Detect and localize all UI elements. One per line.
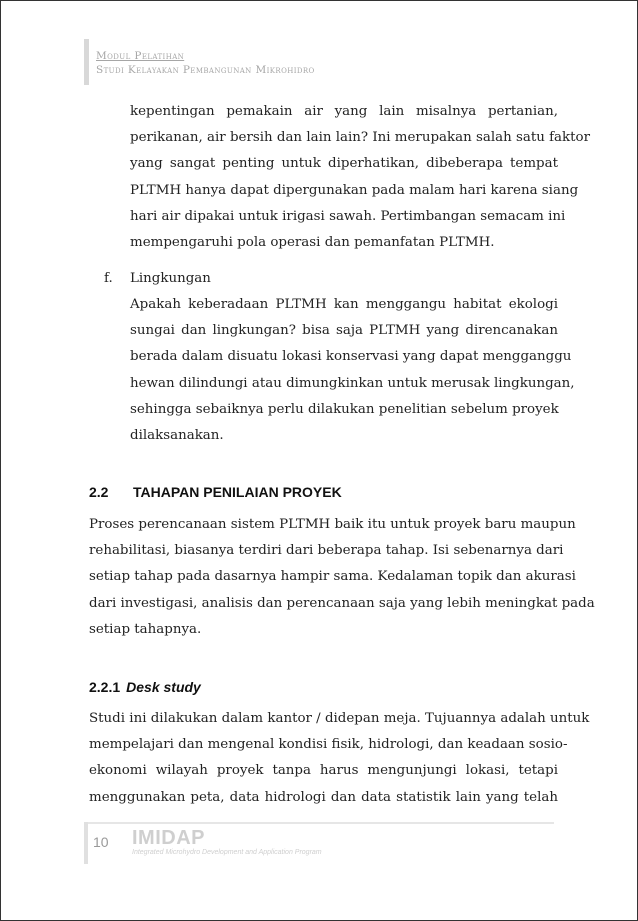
subsection-title: Desk study bbox=[126, 679, 201, 695]
text-line: setiap tahap pada dasarnya hampir sama. Kedalaman topik dan akurasi bbox=[89, 569, 576, 585]
environment-paragraph bbox=[130, 292, 575, 449]
footer-accent-bar bbox=[84, 822, 88, 864]
section-heading-2-2 bbox=[89, 484, 342, 500]
imidap-logo: IMIDAP bbox=[132, 827, 205, 849]
running-header bbox=[96, 49, 315, 77]
text-line: hari air dipakai untuk irigasi sawah. Pertimbangan semacam ini bbox=[130, 208, 566, 224]
logo-subtitle: Integrated Microhydro Development and Application Program bbox=[132, 849, 322, 856]
text-line: ekonomi wilayah proyek tanpa harus mengunjungi lokasi, tetapi bbox=[89, 763, 558, 779]
text-line: kepentingan pemakain air yang lain misalnya pertanian, bbox=[130, 104, 558, 119]
header-module-label: Modul Pelatihan bbox=[96, 50, 185, 62]
list-item-label: f. bbox=[104, 271, 113, 286]
text-line: mempengaruhi pola operasi dan pemanfatan PLTMH. bbox=[130, 234, 495, 250]
continued-paragraph bbox=[130, 99, 591, 256]
section-number: 2.2 bbox=[89, 484, 109, 500]
text-line: sungai dan lingkungan? bisa saja PLTMH yang direncanakan bbox=[130, 323, 558, 339]
text-line: hewan dilindungi atau dimungkinkan untuk merusak lingkungan, bbox=[130, 375, 575, 391]
text-line: menggunakan peta, data hidrologi dan data statistik lain yang telah bbox=[89, 789, 558, 805]
text-line: Studi ini dilakukan dalam kantor / didepan meja. Tujuannya adalah untuk bbox=[89, 711, 590, 726]
text-line: yang sangat penting untuk diperhatikan, dibeberapa tempat bbox=[130, 156, 558, 172]
text-line: dari investigasi, analisis dan perencanaan saja yang lebih meningkat pada bbox=[89, 595, 595, 611]
header-accent-bar bbox=[84, 39, 89, 85]
text-line: rehabilitasi, biasanya terdiri dari beberapa tahap. Isi sebenarnya dari bbox=[89, 543, 564, 559]
desk-study-paragraph bbox=[89, 706, 590, 811]
section-title: TAHAPAN PENILAIAN PROYEK bbox=[133, 484, 342, 500]
text-line: setiap tahapnya. bbox=[89, 621, 202, 637]
subsection-number: 2.2.1 bbox=[89, 679, 121, 695]
footer-rule bbox=[84, 822, 554, 824]
section-heading-2-2-1 bbox=[89, 679, 201, 695]
text-line: Proses perencanaan sistem PLTMH baik itu untuk proyek baru maupun bbox=[89, 517, 576, 532]
text-line: dilaksanakan. bbox=[130, 428, 224, 444]
page-number: 10 bbox=[93, 834, 109, 850]
text-line: mempelajari dan mengenal kondisi fisik, hidrologi, dan keadaan sosio- bbox=[89, 737, 568, 753]
text-line: berada dalam disuatu lokasi konservasi yang dapat mengganggu bbox=[130, 349, 572, 365]
text-line: perikanan, air bersih dan lain lain? Ini merupakan salah satu faktor bbox=[130, 130, 591, 146]
text-line: Apakah keberadaan PLTMH kan menggangu habitat ekologi bbox=[130, 297, 558, 312]
text-line: PLTMH hanya dapat dipergunakan pada malam hari karena siang bbox=[130, 182, 579, 198]
text-line: sehingga sebaiknya perlu dilakukan penelitian sebelum proyek bbox=[130, 401, 559, 417]
list-item-f bbox=[104, 266, 211, 292]
list-item-title: Lingkungan bbox=[130, 271, 211, 286]
header-module-title: Studi Kelayakan Pembangunan Mikrohidro bbox=[96, 64, 315, 76]
section-2-2-paragraph bbox=[89, 512, 595, 643]
